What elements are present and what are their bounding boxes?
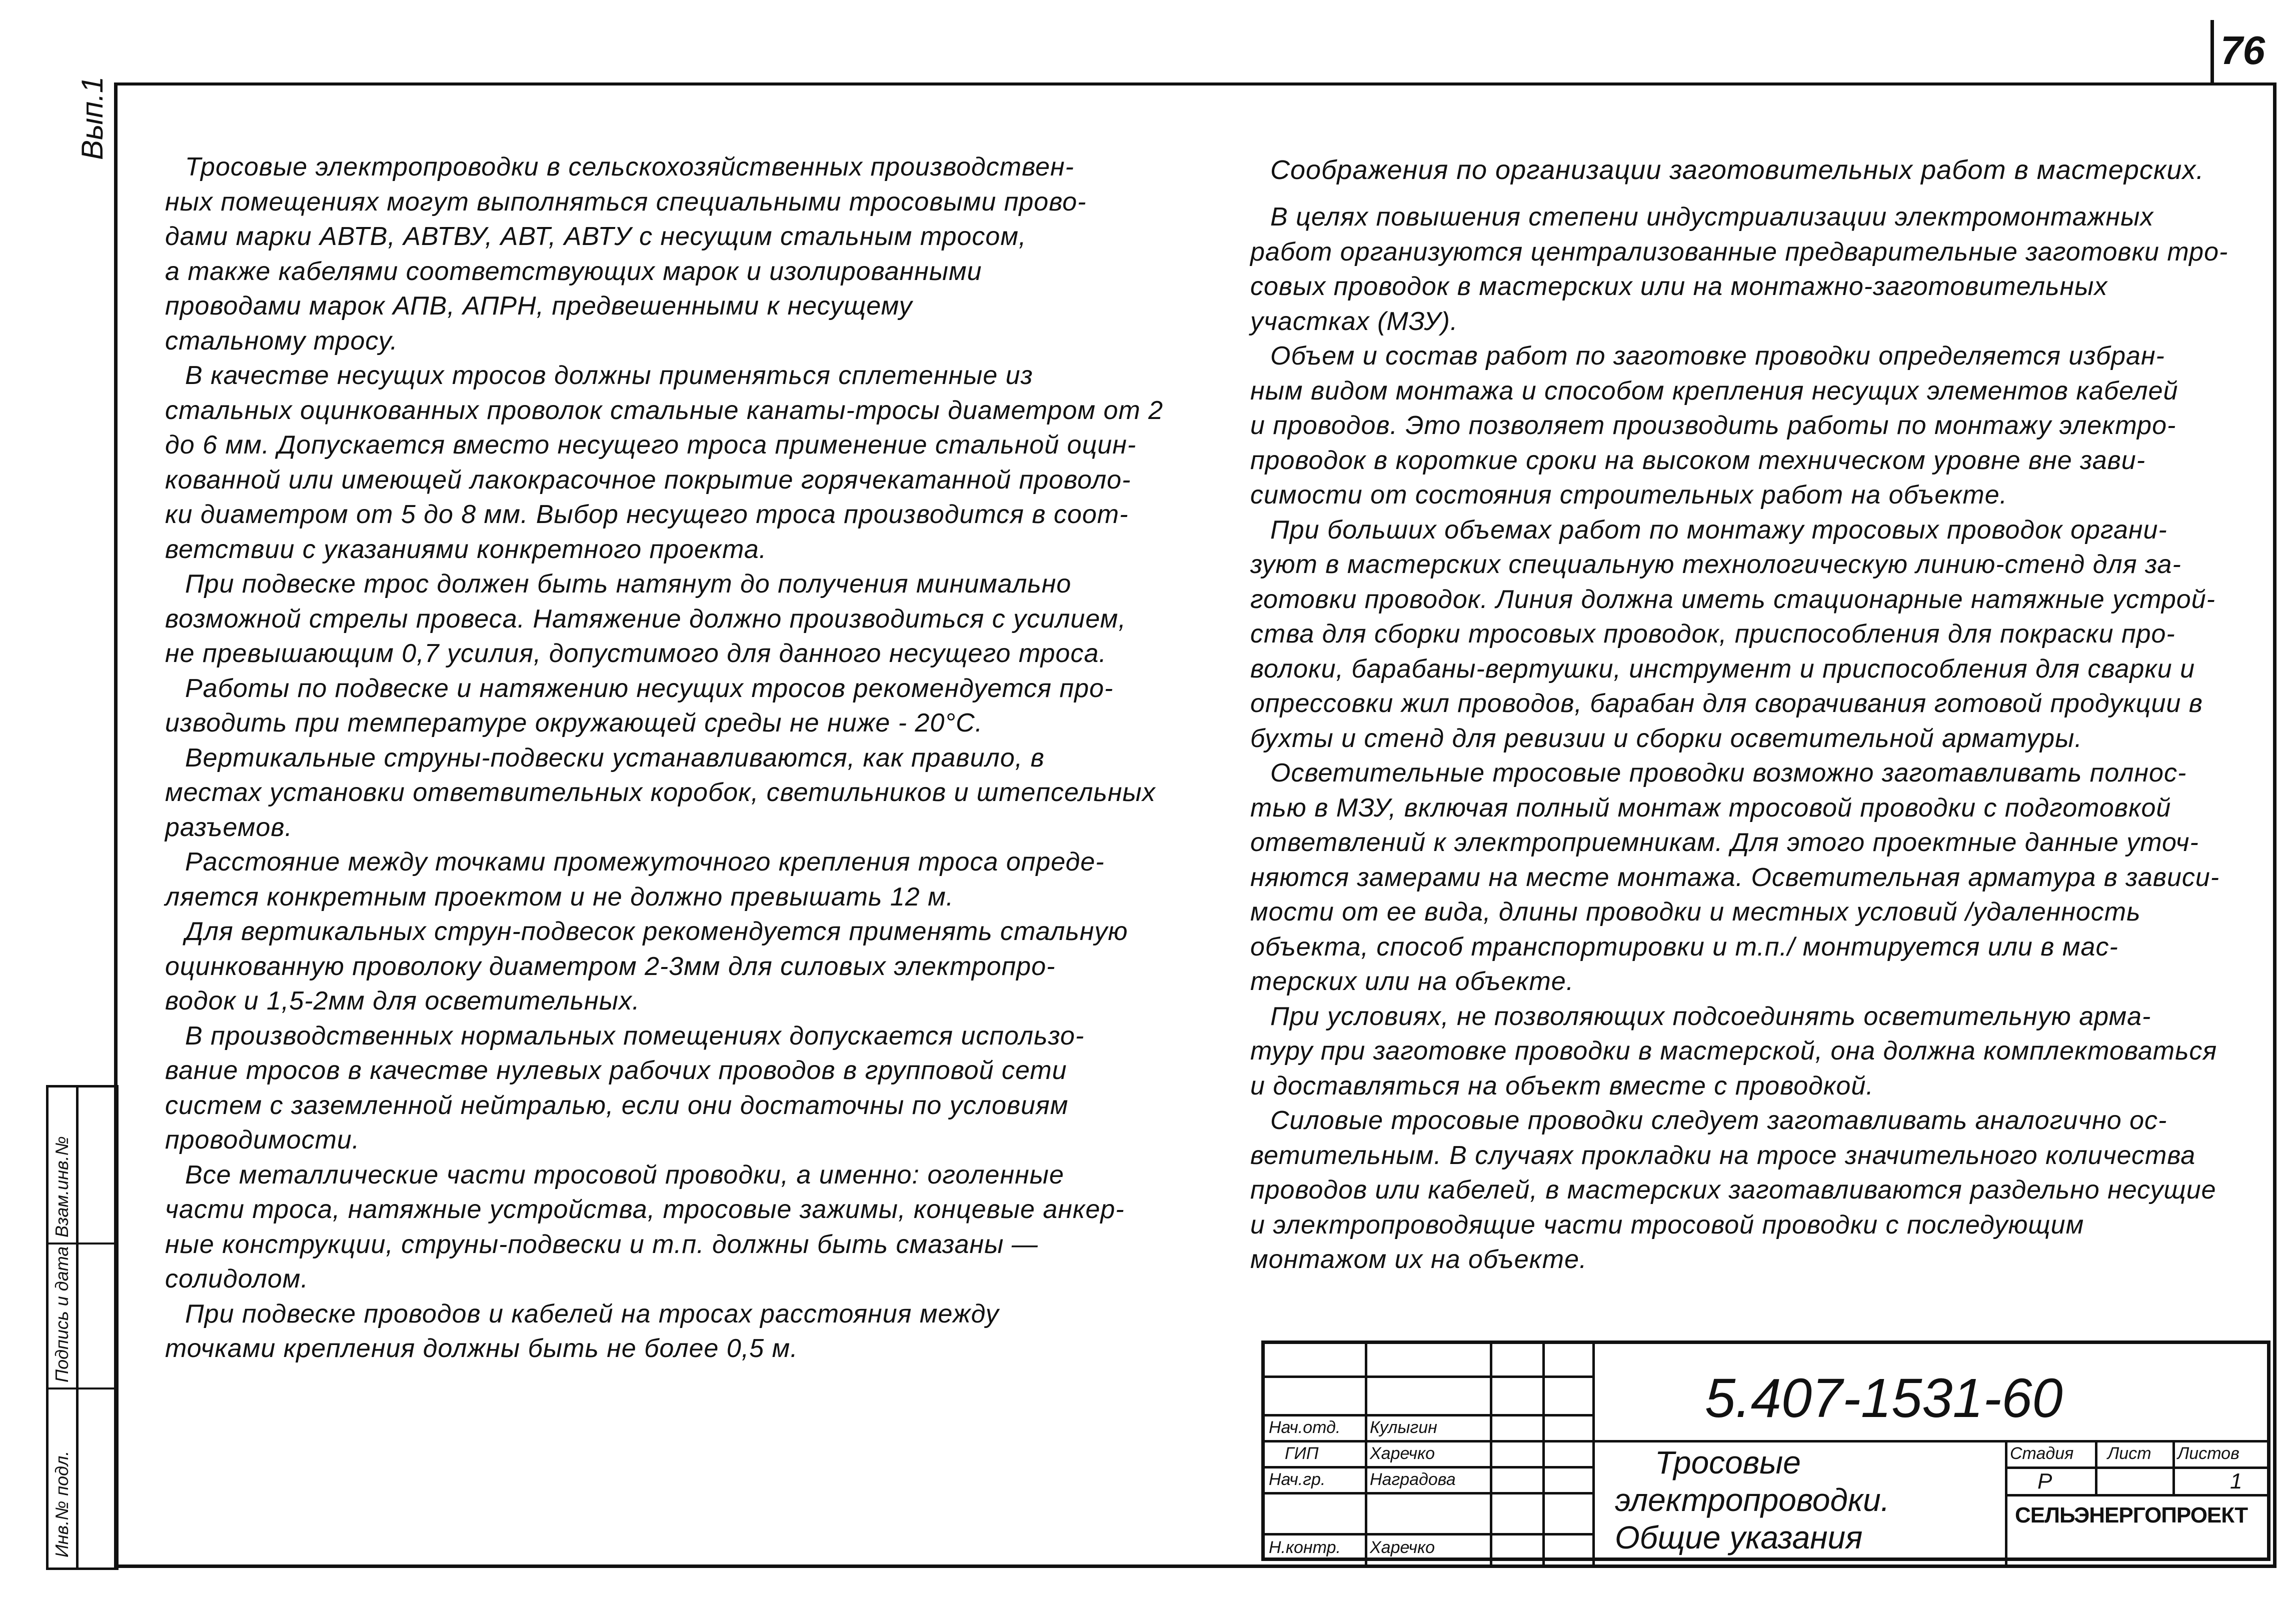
text-line: В целях повышения степени индустриализации электромонтажных: [1270, 202, 2154, 232]
title-line: электропроводки.: [1615, 1482, 1890, 1518]
issue-label: Вып.1: [76, 76, 109, 160]
text-line: бухты и стенд для ревизии и сборки осветительной арматуры.: [1250, 724, 2082, 753]
tb-line: [1265, 1440, 2270, 1442]
signer-role: Нач.отд.: [1269, 1418, 1341, 1437]
text-line: и доставляться на объект вместе с проводкой.: [1250, 1071, 1874, 1100]
signer-role: ГИП: [1285, 1444, 1319, 1463]
text-line: объекта, способ транспортировки и т.п./ монтируется или в мас-: [1250, 932, 2118, 962]
tb-line: [1592, 1344, 1595, 1564]
signer-role: Н.контр.: [1269, 1538, 1341, 1557]
text-line: В качестве несущих тросов должны применяться сплетенные из: [185, 361, 1033, 390]
text-line: солидолом.: [165, 1264, 309, 1294]
text-line: мости от ее вида, длины проводки и местных условий /удаленность: [1250, 898, 2141, 926]
text-line: Для вертикальных струн-подвесок рекомендуется применять стальную: [185, 917, 1128, 946]
tb-line: [1265, 1492, 1592, 1494]
side-label-signature: Подпись и дата: [52, 1246, 72, 1382]
text-line: проводами марок АПВ, АПРН, предвешенными к несущему: [165, 292, 913, 320]
side-label-inv: Инв.№ подл.: [52, 1450, 72, 1558]
side-stamp-divider: [76, 1242, 116, 1244]
text-line: Объем и состав работ по заготовке проводки определяется избран-: [1270, 342, 2165, 370]
text-line: При условиях, не позволяющих подсоединять осветительную арма-: [1270, 1002, 2151, 1031]
text-line: опрессовки жил проводов, барабан для сворачивания готовой продукции в: [1250, 689, 2203, 718]
text-line: возможной стрелы провеса. Натяжение должно производиться с усилием,: [165, 604, 1126, 634]
text-line: Расстояние между точками промежуточного крепления троса опреде-: [185, 848, 1105, 876]
text-line: Осветительные тросовые проводки возможно заготавливать полнос-: [1270, 758, 2187, 788]
document-designation: 5.407-1531-60: [1705, 1368, 2063, 1429]
sheet-header: Лист: [2107, 1444, 2151, 1463]
text-line: тью в МЗУ, включая полный монтаж тросовой проводки с подготовкой: [1250, 793, 2171, 822]
text-line: ветительным. В случаях прокладки на тросе значительного количества: [1250, 1140, 2196, 1170]
text-line: до 6 мм. Допускается вместо несущего троса применение стальной оцин-: [165, 430, 1137, 460]
left-text-column: [165, 150, 1163, 1366]
text-line: проводимости.: [165, 1126, 360, 1154]
side-stamp-divider: [76, 1388, 116, 1390]
text-line: кованной или имеющей лакокрасочное покрытие горячекатанной проволо-: [165, 465, 1131, 494]
organization-name: СЕЛЬЭНЕРГОПРОЕКТ: [2015, 1503, 2248, 1528]
title-block: [1261, 1340, 2270, 1561]
text-line: стальному тросу.: [165, 326, 398, 356]
text-line: ляется конкретным проектом и не должно превышать 12 м.: [165, 882, 954, 912]
text-line: Работы по подвеске и натяжению несущих тросов рекомендуется про-: [185, 674, 1114, 703]
signer-name: Харечко: [1370, 1444, 1435, 1463]
text-line: Тросовые электропроводки в сельскохозяйственных производствен-: [185, 152, 1074, 182]
text-line: разъемов.: [165, 812, 293, 842]
text-line: При подвеске проводов и кабелей на тросах расстояния между: [185, 1299, 999, 1328]
text-line: няются замерами на месте монтажа. Осветительная арматура в зависи-: [1250, 862, 2220, 892]
signer-name: Наградова: [1370, 1470, 1456, 1489]
signer-name: Харечко: [1370, 1538, 1435, 1557]
page-number: 76: [2220, 28, 2265, 72]
text-line: туру при заготовке проводки в мастерской, она должна комплектоваться: [1250, 1036, 2217, 1066]
text-line: систем с заземленной нейтралью, если они достаточны по условиям: [165, 1090, 1069, 1120]
text-line: Все металлические части тросовой проводки, а именно: оголенные: [185, 1160, 1064, 1190]
text-line: В производственных нормальных помещениях допускается использо-: [185, 1021, 1085, 1050]
text-line: ные конструкции, струны-подвески и т.п. должны быть смазаны —: [165, 1230, 1038, 1259]
text-line: оцинкованную проволоку диаметром 2-3мм для силовых электропро-: [165, 952, 1056, 981]
title-line: Тросовые: [1655, 1444, 1801, 1480]
title-line: Общие указания: [1615, 1520, 1863, 1556]
text-line: работ организуются централизованные предварительные заготовки тро-: [1250, 237, 2228, 266]
text-line: ки диаметром от 5 до 8 мм. Выбор несущего троса производится в соот-: [165, 500, 1129, 529]
stage-header: Стадия: [2010, 1444, 2074, 1463]
side-stamp: [46, 1085, 79, 1570]
text-line: а также кабелями соответствующих марок и изолированными: [165, 256, 982, 286]
tb-line: [1265, 1376, 1592, 1378]
text-line: части троса, натяжные устройства, тросовые зажимы, концевые анкер-: [165, 1195, 1125, 1224]
tb-line: [1265, 1466, 1592, 1468]
text-line: ветствии с указаниями конкретного проекта.: [165, 534, 767, 564]
section-heading: Соображения по организации заготовительных работ в мастерских.: [1270, 155, 2204, 185]
text-line: не превышающим 0,7 усилия, допустимого для данного несущего троса.: [165, 639, 1107, 668]
side-label-replace: Взам.инв.№: [52, 1136, 72, 1238]
text-line: проводов или кабелей, в мастерских заготавливаются раздельно несущие: [1250, 1176, 2216, 1204]
tb-line: [1265, 1533, 1592, 1536]
text-line: стальных оцинкованных проволок стальные канаты-тросы диаметром от 2: [165, 396, 1164, 425]
text-line: проводок в короткие сроки на высоком техническом уровне вне зави-: [1250, 446, 2146, 475]
text-line: ных помещениях могут выполняться специальными тросовыми прово-: [165, 187, 1087, 216]
tb-line: [2005, 1440, 2007, 1564]
text-line: дами марки АВТВ, АВТВУ, АВТ, АВТУ с несущим стальным тросом,: [165, 222, 1027, 251]
signer-name: Кулыгин: [1370, 1418, 1437, 1437]
text-line: Вертикальные струны-подвески устанавливаются, как правило, в: [185, 743, 1045, 772]
text-line: водок и 1,5-2мм для осветительных.: [165, 986, 640, 1016]
text-line: готовки проводок. Линия должна иметь стационарные натяжные устрой-: [1250, 584, 2215, 614]
text-line: зуют в мастерских специальную технологическую линию-стенд для за-: [1250, 550, 2181, 579]
tb-line: [2005, 1494, 2270, 1496]
text-line: Силовые тросовые проводки следует заготавливать аналогично ос-: [1270, 1106, 2167, 1135]
signer-role: Нач.гр.: [1269, 1470, 1326, 1489]
text-line: ным видом монтажа и способом крепления несущих элементов кабелей: [1250, 376, 2178, 406]
text-line: монтажом их на объекте.: [1250, 1245, 1587, 1274]
text-line: симости от состояния строительных работ на объекте.: [1250, 480, 2008, 510]
text-line: вание тросов в качестве нулевых рабочих проводов в групповой сети: [165, 1056, 1067, 1085]
text-line: точками крепления должны быть не более 0,5 м.: [165, 1334, 798, 1363]
text-line: участках (МЗУ).: [1250, 306, 1458, 336]
right-text-body: [1250, 200, 2228, 1278]
text-line: изводить при температуре окружающей среды не ниже - 20°С.: [165, 708, 983, 738]
right-text-column: [1250, 150, 2228, 1278]
sheets-header: Листов: [2177, 1444, 2239, 1463]
text-line: и электропроводящие части тросовой проводки с последующим: [1250, 1210, 2084, 1240]
text-line: и проводов. Это позволяет производить работы по монтажу электро-: [1250, 411, 2176, 440]
text-line: совых проводок в мастерских или на монтажно-заготовительных: [1250, 272, 2108, 301]
side-stamp-divider: [49, 1388, 76, 1390]
side-stamp-fields: [76, 1085, 119, 1570]
text-line: ответвлений к электроприемникам. Для этого проектные данные уточ-: [1250, 828, 2199, 857]
text-line: При подвеске трос должен быть натянут до получения минимально: [185, 570, 1072, 598]
text-line: При больших объемах работ по монтажу тросовых проводок органи-: [1270, 515, 2167, 544]
sheets-value: 1: [2230, 1469, 2242, 1494]
stage-value: Р: [2037, 1469, 2052, 1494]
text-line: волоки, барабаны-вертушки, инструмент и приспособления для сварки и: [1250, 654, 2195, 684]
text-line: ства для сборки тросовых проводок, приспособления для покраски про-: [1250, 620, 2175, 648]
text-line: местах установки ответвительных коробок, светильников и штепсельных: [165, 778, 1156, 807]
side-stamp-divider: [49, 1242, 76, 1244]
text-line: терских или на объекте.: [1250, 967, 1574, 996]
tb-line: [1265, 1414, 1592, 1416]
